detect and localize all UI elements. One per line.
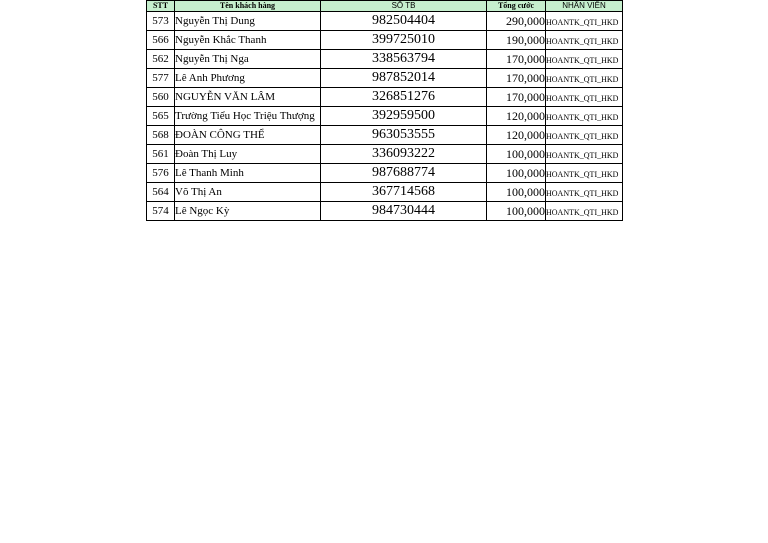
cell-subscriber-number: 336093222 [321,145,487,164]
cell-total-charge: 170,000 [487,88,546,107]
cell-stt: 576 [147,164,175,183]
header-stt: STT [147,1,175,12]
cell-customer-name: Nguyễn Thị Dung [175,12,321,31]
cell-staff: HOANTK_QTI_HKD [546,107,623,126]
table-row [147,12,623,31]
table-row [147,202,623,221]
cell-customer-name: Võ Thị An [175,183,321,202]
cell-staff: HOANTK_QTI_HKD [546,164,623,183]
cell-total-charge: 170,000 [487,69,546,88]
cell-customer-name: Lê Ngọc Kỳ [175,202,321,221]
cell-subscriber-number: 326851276 [321,88,487,107]
table-row [147,145,623,164]
cell-subscriber-number: 984730444 [321,202,487,221]
cell-stt: 574 [147,202,175,221]
header-subscriber-number: SỐ TB [321,1,487,12]
table-row [147,164,623,183]
cell-total-charge: 120,000 [487,126,546,145]
cell-stt: 573 [147,12,175,31]
cell-stt: 561 [147,145,175,164]
cell-staff: HOANTK_QTI_HKD [546,31,623,50]
table-row [147,50,623,69]
cell-subscriber-number: 963053555 [321,126,487,145]
cell-subscriber-number: 367714568 [321,183,487,202]
cell-staff: HOANTK_QTI_HKD [546,12,623,31]
cell-customer-name: NGUYỄN VĂN LÂM [175,88,321,107]
cell-total-charge: 290,000 [487,12,546,31]
cell-staff: HOANTK_QTI_HKD [546,183,623,202]
cell-total-charge: 100,000 [487,145,546,164]
customer-billing-table [146,0,623,221]
cell-total-charge: 100,000 [487,202,546,221]
table-row [147,88,623,107]
cell-stt: 577 [147,69,175,88]
cell-staff: HOANTK_QTI_HKD [546,202,623,221]
cell-total-charge: 190,000 [487,31,546,50]
cell-total-charge: 100,000 [487,183,546,202]
header-total-charge: Tổng cước [487,1,546,12]
table-row [147,69,623,88]
cell-customer-name: Đoàn Thị Luy [175,145,321,164]
cell-customer-name: Lê Anh Phương [175,69,321,88]
cell-subscriber-number: 987688774 [321,164,487,183]
cell-stt: 560 [147,88,175,107]
table-row [147,31,623,50]
cell-customer-name: Trường Tiểu Học Triệu Thượng [175,107,321,126]
cell-subscriber-number: 982504404 [321,12,487,31]
table-row [147,107,623,126]
spreadsheet-page [146,0,623,221]
cell-subscriber-number: 987852014 [321,69,487,88]
header-row [147,1,623,12]
cell-stt: 562 [147,50,175,69]
table-row [147,126,623,145]
cell-total-charge: 100,000 [487,164,546,183]
cell-staff: HOANTK_QTI_HKD [546,88,623,107]
cell-staff: HOANTK_QTI_HKD [546,126,623,145]
cell-staff: HOANTK_QTI_HKD [546,50,623,69]
cell-stt: 565 [147,107,175,126]
cell-customer-name: Lê Thanh Minh [175,164,321,183]
cell-stt: 564 [147,183,175,202]
header-customer-name: Tên khách hàng [175,1,321,12]
cell-total-charge: 120,000 [487,107,546,126]
cell-staff: HOANTK_QTI_HKD [546,69,623,88]
cell-subscriber-number: 392959500 [321,107,487,126]
table-row [147,183,623,202]
cell-customer-name: Nguyễn Khắc Thanh [175,31,321,50]
cell-subscriber-number: 338563794 [321,50,487,69]
cell-subscriber-number: 399725010 [321,31,487,50]
cell-total-charge: 170,000 [487,50,546,69]
cell-staff: HOANTK_QTI_HKD [546,145,623,164]
cell-customer-name: ĐOÀN CÔNG THỂ [175,126,321,145]
header-staff: NHÂN VIÊN [546,1,623,12]
cell-customer-name: Nguyễn Thị Nga [175,50,321,69]
cell-stt: 568 [147,126,175,145]
cell-stt: 566 [147,31,175,50]
